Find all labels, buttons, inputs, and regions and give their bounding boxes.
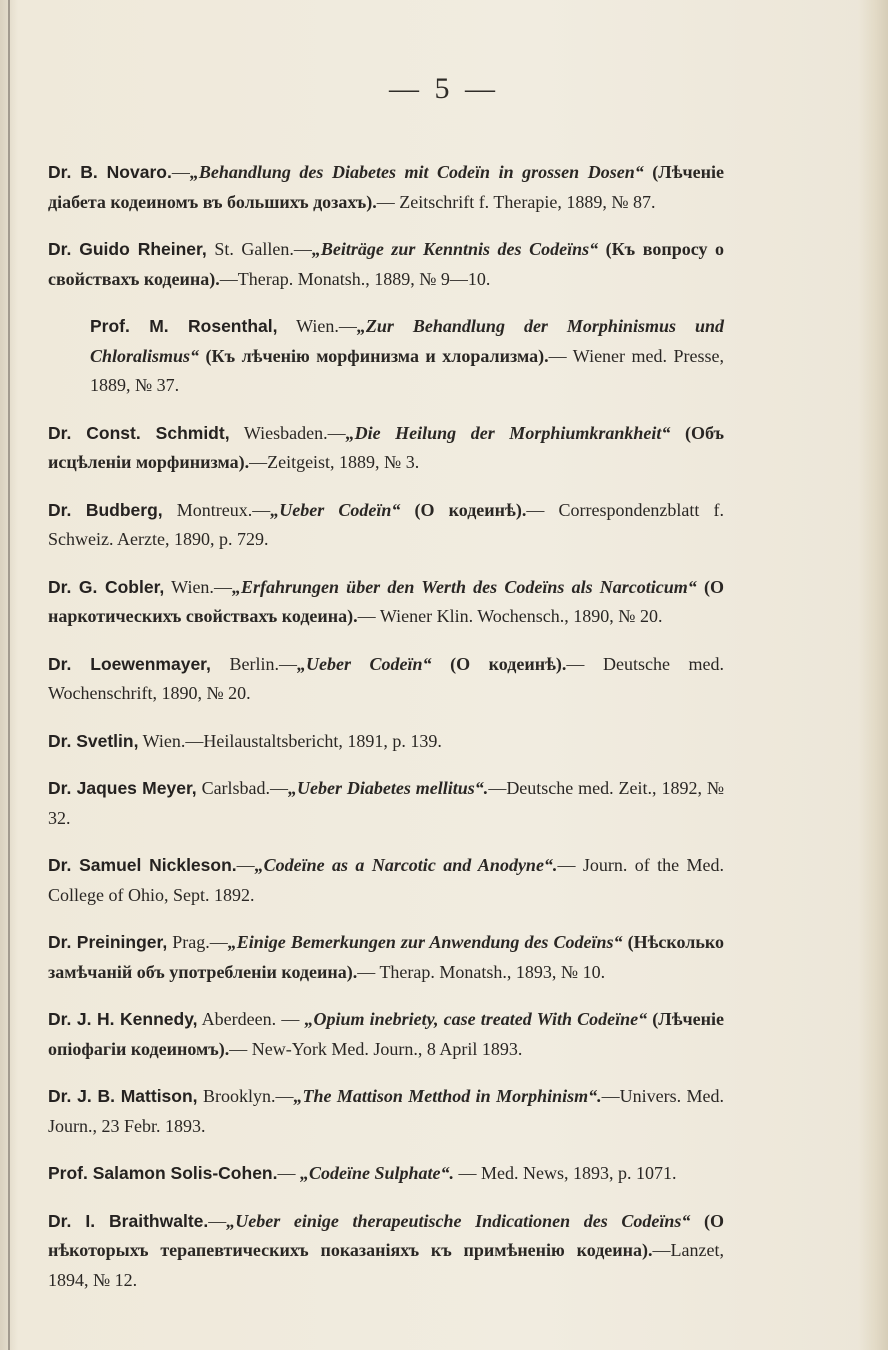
entry-separator: — [185, 730, 204, 751]
entry-work-title: „Codeïne Sulphate“. [299, 1163, 455, 1183]
entry-author: Dr. Loewenmayer, [48, 653, 211, 674]
entry-journal: — Therap. Monatsh., 1893, № 10. [357, 961, 606, 982]
entry-work-title: „Beiträge zur Kenntnis des Codeïns“ [311, 239, 599, 259]
entry-place: Carlsbad. [201, 778, 271, 798]
entry-russian-title: (Къ лѣченію морфинизма и хлорализма). [205, 345, 549, 366]
entry-author: Dr. Const. Schmidt, [48, 422, 230, 443]
entry-place: Wiesbaden. [243, 422, 328, 443]
entry-place: Brooklyn. [202, 1086, 276, 1106]
bibliography-entry [48, 1082, 724, 1141]
bibliography-entry [48, 774, 724, 833]
entry-place: Aberdeen. [201, 1009, 277, 1029]
entry-author: Dr. J. B. Mattison, [48, 1086, 198, 1106]
entry-place: Wien. [171, 576, 214, 597]
entry-russian-title: (О нѣкоторыхъ терапевтическихъ показаніяхъ къ примѣненію кодеина). [48, 1210, 725, 1260]
entry-journal: — Zeitschrift f. Therapie, 1889, № 87. [376, 191, 656, 212]
bibliography-entry [48, 928, 724, 987]
bibliography-entry [48, 851, 724, 910]
spine-shadow [8, 0, 10, 1350]
bibliography-entry [48, 727, 724, 757]
entry-work-title: „Ueber Codeïn“ [270, 499, 401, 520]
page-number: — 5 — [389, 72, 499, 105]
bibliography-entry [48, 1207, 724, 1296]
entry-journal: — Correspondenzblatt f. Schweiz. Aerzte, 1890, p. 729. [48, 499, 725, 549]
page-edge-shadow [858, 0, 888, 1350]
entry-separator: — [277, 1163, 296, 1183]
entry-separator: — [270, 778, 289, 798]
entry-journal: —Lanzet, 1894, № 12. [48, 1240, 724, 1290]
entry-place: Prag. [172, 932, 210, 952]
bibliography-entry [48, 419, 724, 478]
entry-russian-title: (Лѣченіе діабета кодеиномъ въ большихъ дозахъ). [48, 162, 725, 212]
entry-journal: —Deutsche med. Zeit., 1892, № 32. [48, 778, 725, 828]
entry-separator: — [281, 1009, 300, 1029]
entry-separator: — [278, 653, 297, 674]
bibliography-entry [48, 235, 724, 294]
entry-author: Dr. Guido Rheiner, [48, 239, 207, 259]
entry-author: Dr. B. Novaro. [48, 162, 172, 182]
entry-russian-title: (Къ вопросу о свойствахъ кодеина). [48, 239, 725, 289]
entry-journal: — New-York Med. Journ., 8 April 1893. [229, 1038, 523, 1059]
entry-work-title: „Behandlung des Diabetes mit Codeïn in grossen Dosen“ [189, 162, 644, 182]
entry-author: Dr. Samuel Nickleson. [48, 855, 237, 875]
entry-journal: — Wiener Klin. Wochensch., 1890, № 20. [357, 606, 663, 626]
bibliography-entry [48, 1005, 724, 1064]
entry-work-title: „Ueber Codeïn“ [296, 653, 432, 674]
entry-author: Dr. J. H. Kennedy, [48, 1009, 198, 1029]
entry-author: Dr. Svetlin, [48, 730, 139, 751]
entry-work-title: „Erfahrungen über den Werth des Codeïns als Narcoticum“ [231, 576, 697, 597]
entry-separator: — [213, 576, 232, 597]
bibliography-list [48, 140, 724, 1306]
bibliography-entry [48, 1159, 724, 1189]
entry-separator: — [171, 162, 190, 182]
entry-place: Wien. [296, 316, 339, 336]
entry-journal: —Therap. Monatsh., 1889, № 9—10. [219, 268, 491, 289]
bibliography-entry [48, 496, 724, 555]
entry-journal: — Wiener med. Presse, 1889, № 37. [90, 345, 724, 395]
entry-separator: — [275, 1086, 294, 1106]
entry-russian-title: (Нѣсколько замѣчаній объ употребленіи кодеина). [48, 932, 725, 982]
entry-work-title: „Codeïne as a Narcotic and Anodyne“. [254, 855, 558, 875]
entry-russian-title: (О наркотическихъ свойствахъ кодеина). [48, 576, 725, 626]
entry-work-title: „Opium inebriety, case treated With Codeïne“ [304, 1009, 648, 1029]
entry-journal: —Zeitgeist, 1889, № 3. [249, 452, 420, 472]
entry-place: St. Gallen. [214, 239, 294, 259]
entry-work-title: „Ueber einige therapeutische Indicationen des Codeïns“ [226, 1210, 691, 1231]
entry-place: Montreux. [176, 499, 253, 520]
entry-journal: — Deutsche med. Wochenschrift, 1890, № 20. [48, 653, 725, 703]
entry-russian-title: (О кодеинѣ). [414, 499, 527, 520]
bibliography-entry [48, 650, 724, 709]
entry-author: Prof. Salamon Solis-Cohen. [48, 1163, 278, 1183]
entry-work-title: „Zur Behandlung der Morphinismus und Chloralismus“ [90, 316, 724, 366]
entry-separator: — [236, 855, 255, 875]
entry-russian-title: (Объ исцѣленіи морфинизма). [48, 422, 724, 472]
entry-separator: — [252, 499, 271, 520]
entry-author: Dr. I. Braithwalte. [48, 1210, 209, 1231]
entry-journal: Heilaustaltsbericht, 1891, p. 139. [203, 730, 442, 751]
entry-russian-title: (Лѣченіе опіофагіи кодеиномъ). [48, 1009, 725, 1059]
entry-separator: — [209, 932, 228, 952]
entry-separator: — [327, 422, 346, 443]
bibliography-entry [48, 573, 724, 632]
entry-work-title: „The Mattison Metthod in Morphinism“. [293, 1086, 602, 1106]
bibliography-entry [48, 312, 724, 401]
entry-separator: — [293, 239, 312, 259]
bibliography-entry [48, 158, 724, 217]
entry-separator: — [338, 316, 357, 336]
entry-journal: — Journ. of the Med. College of Ohio, Sept. 1892. [48, 855, 724, 905]
entry-russian-title: (О кодеинѣ). [450, 653, 567, 674]
entry-separator: — [208, 1210, 227, 1231]
entry-author: Dr. G. Cobler, [48, 576, 165, 597]
entry-place: Berlin. [229, 653, 279, 674]
entry-journal: — Med. News, 1893, p. 1071. [458, 1163, 677, 1183]
entry-author: Dr. Budberg, [48, 499, 163, 520]
entry-work-title: „Einige Bemerkungen zur Anwendung des Codeïns“ [227, 932, 623, 952]
entry-work-title: „Ueber Diabetes mellitus“. [288, 778, 489, 798]
entry-place: Wien. [142, 730, 186, 751]
entry-author: Dr. Jaques Meyer, [48, 778, 197, 798]
entry-work-title: „Die Heilung der Morphiumkrankheit“ [345, 422, 671, 443]
entry-author: Prof. M. Rosenthal, [90, 316, 278, 336]
entry-journal: —Univers. Med. Journ., 23 Febr. 1893. [48, 1086, 725, 1136]
entry-author: Dr. Preininger, [48, 932, 168, 952]
